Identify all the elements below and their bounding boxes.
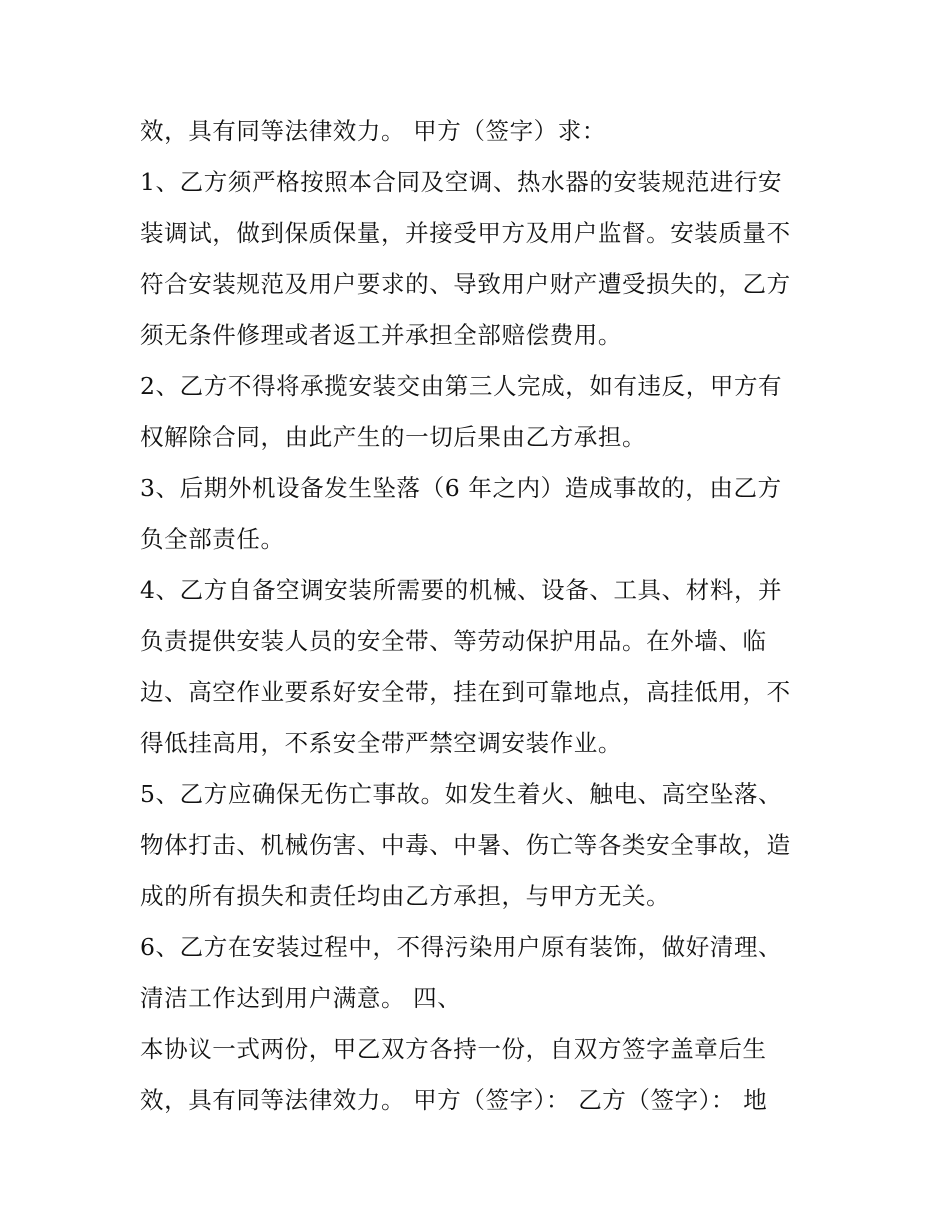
- text-line: 3、后期外机设备发生坠落（6 年之内）造成事故的，由乙方: [140, 474, 782, 502]
- text-line: 6、乙方在安装过程中，不得污染用户原有装饰，做好清理、: [140, 933, 783, 961]
- text-line: 成的所有损失和责任均由乙方承担，与甲方无关。: [140, 882, 671, 910]
- text-line: 边、高空作业要系好安全带，挂在到可靠地点，高挂低用，不: [140, 678, 791, 706]
- text-line: 效，具有同等法律效力。 甲方（签字）： 乙方（签字）： 地: [140, 1086, 768, 1114]
- text-line: 负全部责任。: [140, 525, 285, 553]
- text-line: 1、乙方须严格按照本合同及空调、热水器的安装规范进行安: [140, 168, 783, 196]
- text-line: 权解除合同，由此产生的一切后果由乙方承担。: [140, 423, 647, 451]
- text-line: 物体打击、机械伤害、中毒、中暑、伤亡等各类安全事故，造: [140, 831, 791, 859]
- text-line: 5、乙方应确保无伤亡事故。如发生着火、触电、高空坠落、: [140, 780, 783, 808]
- text-line: 得低挂高用，不系安全带严禁空调安装作业。: [140, 729, 622, 757]
- text-line: 须无条件修理或者返工并承担全部赔偿费用。: [140, 321, 622, 349]
- text-line: 本协议一式两份，甲乙双方各持一份，自双方签字盖章后生: [140, 1035, 767, 1063]
- text-line: 负责提供安装人员的安全带、等劳动保护用品。在外墙、临: [140, 627, 767, 655]
- text-line: 4、乙方自备空调安装所需要的机械、设备、工具、材料，并: [140, 576, 783, 604]
- text-line: 清洁工作达到用户满意。 四、: [140, 984, 462, 1012]
- text-line: 符合安装规范及用户要求的、导致用户财产遭受损失的，乙方: [140, 270, 791, 298]
- document-body: [140, 106, 815, 1126]
- text-line: 2、乙方不得将承揽安装交由第三人完成，如有违反，甲方有: [140, 372, 783, 400]
- text-line: 效，具有同等法律效力。 甲方（签字）求：: [140, 117, 606, 145]
- text-line: 装调试，做到保质保量，并接受甲方及用户监督。安装质量不: [140, 219, 791, 247]
